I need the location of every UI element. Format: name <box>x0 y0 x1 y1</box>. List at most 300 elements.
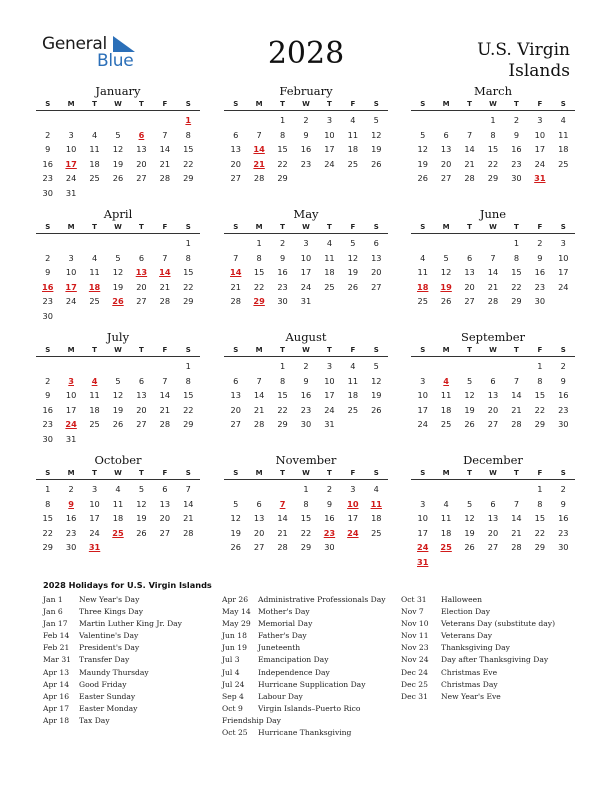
day-cell: 28 <box>159 419 171 429</box>
day-cell: 20 <box>253 527 265 538</box>
day-cell: 17 <box>89 513 100 523</box>
day-cell-holiday: 17 <box>65 281 77 292</box>
day-cell: 1 <box>537 484 543 494</box>
month-title: November <box>275 453 337 467</box>
day-cell: 8 <box>537 375 543 386</box>
holiday-date: Jan 6 <box>43 607 63 617</box>
weekday-header: T <box>139 100 144 108</box>
weekday-header-row <box>411 345 575 357</box>
day-cell: 15 <box>534 390 546 400</box>
day-cell: 14 <box>183 498 194 509</box>
day-cell: 1 <box>256 238 262 248</box>
holiday-item <box>222 679 366 691</box>
day-cell: 7 <box>466 129 473 140</box>
day-cell: 7 <box>185 484 191 494</box>
weekday-header: T <box>514 346 519 354</box>
day-empty <box>83 359 106 374</box>
country-line-1: U.S. Virgin <box>477 40 570 60</box>
weekday-header: M <box>255 100 263 108</box>
day-cell: 24 <box>65 173 77 183</box>
weekday-header: T <box>92 223 97 231</box>
day-cell-holiday: 17 <box>65 158 77 169</box>
logo-general-text: General <box>42 34 107 54</box>
day-cell: 29 <box>42 542 53 552</box>
day-empty <box>36 113 59 128</box>
day-cell: 30 <box>277 296 288 306</box>
logo-blue-text: Blue <box>97 51 134 71</box>
weekday-header-row <box>36 222 200 234</box>
weekday-header: S <box>560 469 566 477</box>
day-cell-holiday: 25 <box>112 527 124 538</box>
month-title: July <box>106 330 130 344</box>
day-cell: 29 <box>183 419 194 429</box>
day-cell-holiday: 23 <box>323 527 336 538</box>
weekday-header: S <box>45 469 51 477</box>
day-empty <box>224 482 247 497</box>
day-cell: 31 <box>65 187 77 198</box>
month-november <box>224 453 388 555</box>
day-empty <box>247 482 270 497</box>
holiday-date: Jul 4 <box>222 667 240 677</box>
holiday-date: Dec 31 <box>401 691 428 701</box>
weekday-header-row <box>224 222 388 234</box>
day-cell: 12 <box>230 513 241 523</box>
day-empty <box>411 482 434 497</box>
weekday-header: W <box>114 223 122 231</box>
day-cell: 10 <box>558 252 569 263</box>
day-cell: 23 <box>534 281 546 292</box>
day-cell: 14 <box>159 144 171 154</box>
day-empty <box>153 359 176 374</box>
weekday-header: F <box>537 223 543 231</box>
day-cell: 27 <box>487 542 499 552</box>
holiday-date: Nov 11 <box>401 631 429 641</box>
weekday-header: F <box>350 469 356 477</box>
day-empty <box>481 359 504 374</box>
day-cell: 22 <box>534 404 546 415</box>
day-cell: 22 <box>277 404 288 415</box>
country-name <box>430 40 570 82</box>
day-cell: 2 <box>45 252 51 263</box>
weekday-header: F <box>162 100 168 108</box>
day-empty <box>106 113 129 128</box>
page-title-year: 2028 <box>267 36 345 71</box>
day-cell: 10 <box>300 252 312 263</box>
weekday-header: T <box>467 100 472 108</box>
weekday-header-row <box>224 345 388 357</box>
day-cell: 21 <box>253 404 265 415</box>
day-cell-holiday: 24 <box>347 527 359 538</box>
day-cell: 10 <box>65 144 77 154</box>
holiday-name: Hurricane Thanksgiving <box>258 728 352 738</box>
day-cell: 7 <box>513 498 520 509</box>
day-cell: 29 <box>511 296 522 306</box>
weekday-header: F <box>350 223 356 231</box>
day-cell: 15 <box>42 513 53 523</box>
weekday-header: S <box>185 469 191 477</box>
day-cell-holiday: 14 <box>253 144 265 154</box>
day-cell: 16 <box>42 404 53 415</box>
holiday-name: Veterans Day (substitute day) <box>441 619 556 629</box>
day-cell: 2 <box>303 361 309 371</box>
day-cell: 26 <box>371 158 382 169</box>
day-cell: 30 <box>42 187 53 198</box>
day-cell: 19 <box>371 390 382 400</box>
day-empty <box>434 113 457 128</box>
weekday-header: M <box>255 223 263 231</box>
day-cell-holiday: 14 <box>159 267 171 277</box>
weekday-header: S <box>373 100 379 108</box>
day-cell: 26 <box>347 281 359 292</box>
day-empty <box>153 113 176 128</box>
holiday-name: Christmas Day <box>441 679 498 689</box>
day-cell: 19 <box>347 267 359 277</box>
day-cell: 27 <box>136 296 147 306</box>
day-cell: 15 <box>534 513 546 523</box>
day-cell: 26 <box>112 419 124 429</box>
month-october <box>36 453 200 555</box>
weekday-header: T <box>467 346 472 354</box>
day-cell: 2 <box>326 484 333 494</box>
weekday-header: T <box>92 469 97 477</box>
day-cell: 5 <box>350 238 356 248</box>
weekday-header: F <box>350 100 356 108</box>
weekday-header: S <box>560 346 566 354</box>
weekday-header: M <box>255 469 263 477</box>
day-cell: 21 <box>511 404 522 415</box>
day-grid <box>36 359 200 446</box>
holiday-item <box>222 618 313 630</box>
day-cell: 5 <box>373 361 379 371</box>
day-empty <box>36 236 59 251</box>
day-empty <box>434 236 457 251</box>
holiday-date: Mar 31 <box>43 655 72 665</box>
weekday-header: F <box>350 346 356 354</box>
day-cell: 8 <box>537 498 543 509</box>
day-grid <box>224 359 388 432</box>
holiday-date: Feb 14 <box>43 631 70 641</box>
holiday-name: Hurricane Supplication Day <box>258 679 366 689</box>
day-cell: 12 <box>136 498 147 509</box>
day-empty <box>130 236 153 251</box>
weekday-header: T <box>514 223 519 231</box>
holiday-name: Easter Sunday <box>79 691 136 701</box>
day-cell: 13 <box>371 252 382 263</box>
holiday-date: Jul 3 <box>222 655 240 665</box>
day-cell: 26 <box>136 527 147 538</box>
holiday-item <box>222 630 307 642</box>
day-empty <box>458 113 481 128</box>
holiday-date: Nov 10 <box>401 619 429 629</box>
day-cell: 5 <box>443 252 449 263</box>
day-cell: 8 <box>279 375 286 386</box>
day-cell: 7 <box>490 252 496 263</box>
day-cell: 10 <box>534 129 546 140</box>
day-cell: 7 <box>256 129 262 140</box>
month-june <box>411 207 575 309</box>
day-cell: 15 <box>253 267 265 277</box>
day-cell: 6 <box>490 375 496 386</box>
day-cell: 20 <box>159 513 171 523</box>
day-cell: 23 <box>65 527 77 538</box>
day-cell: 25 <box>440 419 452 429</box>
day-cell: 7 <box>256 375 262 386</box>
month-title: December <box>463 453 523 467</box>
holiday-date: Apr 18 <box>43 715 70 725</box>
weekday-header: M <box>67 223 75 231</box>
day-cell: 29 <box>534 542 546 552</box>
weekday-header: T <box>280 346 285 354</box>
day-cell: 15 <box>300 513 312 523</box>
weekday-header: S <box>185 223 191 231</box>
day-cell: 18 <box>89 404 100 415</box>
day-cell: 24 <box>324 404 335 415</box>
day-cell: 6 <box>490 498 496 509</box>
day-empty <box>59 359 82 374</box>
day-cell: 13 <box>230 390 241 400</box>
month-title: October <box>94 453 142 467</box>
day-cell: 2 <box>68 484 74 494</box>
month-may <box>224 207 388 309</box>
day-cell: 9 <box>279 252 286 263</box>
day-cell: 9 <box>45 390 51 400</box>
day-cell: 29 <box>183 296 194 306</box>
day-cell: 6 <box>233 129 239 140</box>
holiday-date: Dec 24 <box>401 667 428 677</box>
day-cell: 28 <box>511 419 522 429</box>
weekday-header: M <box>442 469 450 477</box>
weekday-header: S <box>185 346 191 354</box>
day-grid <box>224 113 388 186</box>
day-cell: 29 <box>277 173 288 183</box>
weekday-header: T <box>280 100 285 108</box>
day-cell: 26 <box>464 542 475 552</box>
holiday-date: Oct 25 <box>222 728 248 738</box>
day-cell: 29 <box>534 419 546 429</box>
day-cell: 1 <box>279 115 286 125</box>
day-cell: 2 <box>537 238 543 248</box>
day-grid <box>224 236 388 309</box>
day-grid <box>224 482 388 555</box>
day-cell: 30 <box>534 296 546 306</box>
day-cell: 13 <box>487 390 499 400</box>
day-cell: 4 <box>350 115 356 125</box>
day-cell: 27 <box>136 173 147 183</box>
day-empty <box>411 236 434 251</box>
month-title: April <box>103 207 133 221</box>
day-cell: 9 <box>326 498 333 509</box>
holiday-name: Memorial Day <box>258 619 313 629</box>
day-cell: 1 <box>303 484 309 494</box>
holiday-name: Transfer Day <box>79 655 130 665</box>
day-cell: 22 <box>534 527 546 538</box>
day-cell: 31 <box>324 419 335 429</box>
holiday-name: Labour Day <box>258 691 303 701</box>
day-cell: 2 <box>560 484 566 494</box>
weekday-header: F <box>162 223 168 231</box>
day-grid <box>36 113 200 200</box>
holiday-date: May 14 <box>222 607 251 617</box>
day-empty <box>434 482 457 497</box>
weekday-header: T <box>327 469 332 477</box>
day-cell-holiday: 7 <box>279 498 286 509</box>
day-cell: 13 <box>253 513 265 523</box>
day-cell: 3 <box>326 361 333 371</box>
day-cell: 24 <box>89 527 100 538</box>
day-cell: 27 <box>230 419 241 429</box>
day-cell: 20 <box>136 404 147 415</box>
weekday-header-row <box>411 222 575 234</box>
day-cell: 20 <box>487 527 499 538</box>
day-cell: 13 <box>136 390 147 400</box>
day-cell: 6 <box>138 252 145 263</box>
month-title: September <box>460 330 526 344</box>
holiday-date: Oct 9 <box>222 703 243 713</box>
weekday-header: M <box>67 100 75 108</box>
day-cell: 24 <box>417 419 428 429</box>
weekday-header: T <box>514 469 519 477</box>
weekday-header: T <box>139 346 144 354</box>
day-empty <box>59 236 82 251</box>
day-cell: 12 <box>440 267 452 277</box>
weekday-header: S <box>233 100 239 108</box>
day-cell: 23 <box>42 296 53 306</box>
holiday-date: Apr 17 <box>43 703 70 713</box>
holiday-date: Jun 18 <box>222 631 247 641</box>
weekday-header: M <box>255 346 263 354</box>
holiday-name: Easter Monday <box>79 703 138 713</box>
day-cell-holiday: 10 <box>347 498 359 509</box>
day-cell-holiday: 13 <box>135 267 148 277</box>
weekday-header: S <box>373 469 379 477</box>
day-cell: 28 <box>253 419 265 429</box>
day-cell: 6 <box>162 484 168 494</box>
day-cell: 4 <box>420 252 426 263</box>
weekday-header: S <box>233 346 239 354</box>
weekday-header: F <box>537 469 543 477</box>
weekday-header: S <box>45 223 51 231</box>
day-cell: 17 <box>347 513 359 523</box>
day-empty <box>505 482 528 497</box>
weekday-header: T <box>467 223 472 231</box>
holiday-name: Day after Thanksgiving Day <box>441 655 549 665</box>
day-cell: 21 <box>487 281 499 292</box>
day-cell: 19 <box>464 527 475 538</box>
weekday-header: S <box>420 100 426 108</box>
month-july <box>36 330 200 446</box>
day-cell: 28 <box>464 173 475 183</box>
day-cell: 12 <box>371 375 382 386</box>
holiday-date: Apr 14 <box>43 679 70 689</box>
day-cell: 28 <box>159 296 171 306</box>
day-cell: 27 <box>136 419 147 429</box>
month-january <box>36 84 200 200</box>
day-cell: 12 <box>417 144 428 154</box>
day-cell: 2 <box>513 115 520 125</box>
weekday-header: W <box>489 223 497 231</box>
day-cell: 18 <box>112 513 124 523</box>
day-cell-holiday: 4 <box>443 375 449 386</box>
day-cell: 11 <box>440 513 452 523</box>
day-cell: 26 <box>417 173 428 183</box>
day-cell: 6 <box>443 129 449 140</box>
day-cell: 18 <box>440 404 452 415</box>
holiday-item <box>222 654 329 666</box>
day-cell: 20 <box>136 158 147 169</box>
day-cell: 30 <box>558 419 569 429</box>
day-cell: 12 <box>112 267 124 277</box>
day-cell: 8 <box>513 252 520 263</box>
day-empty <box>458 359 481 374</box>
weekday-header: W <box>114 469 122 477</box>
day-cell: 12 <box>347 252 359 263</box>
day-cell: 21 <box>511 527 522 538</box>
day-grid <box>411 236 575 309</box>
day-cell: 25 <box>347 404 359 415</box>
day-cell: 3 <box>68 129 74 140</box>
holiday-date: Jun 19 <box>222 643 247 653</box>
holiday-item <box>222 594 386 606</box>
holiday-name: Virgin Islands–Puerto Rico <box>258 703 361 713</box>
weekday-header: S <box>560 223 566 231</box>
day-cell-holiday: 14 <box>230 267 242 277</box>
day-cell: 28 <box>487 296 499 306</box>
day-cell: 10 <box>65 390 77 400</box>
day-cell: 27 <box>159 527 171 538</box>
day-cell: 11 <box>347 375 359 386</box>
weekday-header: T <box>327 223 332 231</box>
day-cell: 28 <box>183 527 194 538</box>
day-cell: 21 <box>159 281 171 292</box>
day-cell: 4 <box>115 484 121 494</box>
day-cell: 27 <box>253 542 265 552</box>
day-cell: 21 <box>183 513 194 523</box>
day-cell: 3 <box>537 115 543 125</box>
weekday-header: S <box>233 223 239 231</box>
day-cell: 3 <box>303 238 309 248</box>
day-cell-holiday: 18 <box>88 281 101 292</box>
day-cell: 19 <box>464 404 475 415</box>
day-cell: 12 <box>112 390 124 400</box>
day-cell: 16 <box>324 513 335 523</box>
month-march <box>411 84 575 186</box>
month-title: June <box>479 207 507 221</box>
day-cell: 11 <box>89 390 100 400</box>
day-empty <box>83 113 106 128</box>
weekday-header-row <box>36 345 200 357</box>
day-cell: 18 <box>89 158 100 169</box>
day-cell-holiday: 21 <box>253 158 265 169</box>
holiday-item <box>222 703 361 715</box>
day-cell: 7 <box>513 375 520 386</box>
day-cell: 17 <box>534 144 546 154</box>
day-cell: 16 <box>558 390 569 400</box>
day-cell: 26 <box>112 173 124 183</box>
holiday-date: Nov 24 <box>401 655 429 665</box>
weekday-header: S <box>45 346 51 354</box>
day-cell: 12 <box>464 513 475 523</box>
day-cell: 12 <box>464 390 475 400</box>
holiday-name: Three Kings Day <box>79 607 144 617</box>
holiday-name: Martin Luther King Jr. Day <box>79 619 182 629</box>
day-cell: 14 <box>277 513 288 523</box>
holiday-name: Tax Day <box>79 715 110 725</box>
weekday-header-row <box>411 468 575 480</box>
day-cell: 23 <box>42 173 53 183</box>
day-cell: 16 <box>558 513 569 523</box>
day-cell: 12 <box>112 144 124 154</box>
day-cell: 24 <box>534 158 546 169</box>
